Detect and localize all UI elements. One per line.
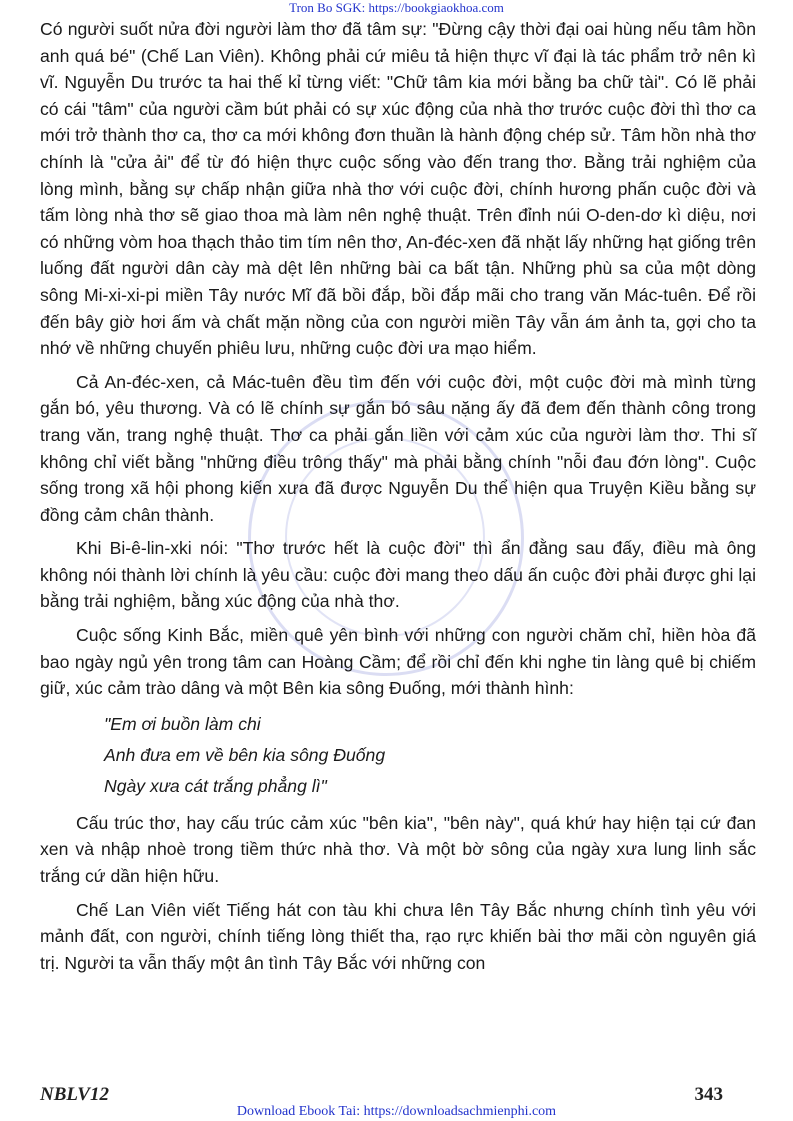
paragraph-3: Khi Bi-ê-lin-xki nói: "Thơ trước hết là cuộc đời" thì ẩn đằng sau đấy, điều mà ông không nói thành lời chính là yêu cầu: cuộc đời mang theo dấu ấn cuộc đời phải được ghi lại bằng trải nghiệm, bằng xúc động của nhà thơ. — [40, 538, 756, 612]
paragraph-4: Cuộc sống Kinh Bắc, miền quê yên bình với những con người chăm chỉ, hiền hòa đã bao ngày ngủ yên trong tâm can Hoàng Cầm; để rồi chỉ đến khi nghe tin làng quê bị chiếm giữ, xúc cảm trào dâng và một Bên kia sông Đuống, mới thành hình: — [40, 625, 756, 699]
page-number: 343 — [694, 1084, 723, 1105]
paragraph-2: Cả An-đéc-xen, cả Mác-tuên đều tìm đến với cuộc đời, một cuộc đời mà mình từng gắn bó, yêu thương. Và có lẽ chính sự gắn bó sâu nặng ấy đã đem đến thành công trong trang văn, trang nghệ thuật. Thơ ca phải gắn liền với cảm xúc của người làm thơ. Thi sĩ không chỉ viết bằng "những điều trông thấy" mà phải bằng chính "nỗi đau đớn lòng". Cuộc sống trong xã hội phong kiến xưa đã được Nguyễn Du thể hiện qua Truyện Kiều bằng sự đồng cảm chân thành. — [40, 371, 756, 525]
paragraph-1: Có người suốt nửa đời người làm thơ đã tâm sự: "Đừng cậy thời đại oai hùng nếu tâm hồn anh quá bé" (Chế Lan Viên). Không phải cứ miêu tả hiện thực vĩ đại là tác phẩm trở nên kì vĩ. Nguyễn Du trước ta hai thế kỉ từng viết: "Chữ tâm kia mới bằng ba chữ tài". Có lẽ phải có cái "tâm" của người cầm bút phải có sự xúc động của nhà thơ trước cuộc đời thì thơ ca mới trở thành thơ ca, thơ ca mới không đơn thuần là hành động chép sử. Tâm hồn nhà thơ chính là "cửa ải" để từ đó hiện thực cuộc sống vào đến trang thơ. Bằng trải nghiệm của lòng mình, bằng sự chấp nhận giữa nhà thơ với cuộc đời, chính hương phấn cuộc đời và tấm lòng nhà thơ sẽ giao thoa mà làm nên nghệ thuật. Trên đỉnh núi O-den-dơ kì diệu, nơi có những vòm hoa thạch thảo tim tím nên thơ, An-đéc-xen đã nhặt lấy những hạt giống trên luống đất người dân cày mà dệt lên những bài ca bất tận. Những phù sa của một dòng sông Mi-xi-xi-pi miền Tây nước Mĩ đã bồi đắp, bồi đắp mãi cho trang văn Mác-tuên. Để rồi đến bây giờ hơi ấm và chất mặn nồng của con người miền Tây vẫn ám ảnh ta, gợi cho ta nhớ về những chuyến phiêu lưu, những cuộc đời ưa mạo hiểm. — [40, 19, 756, 359]
poem-line: "Em ơi buồn làm chi — [104, 713, 261, 734]
poem-quote — [104, 709, 756, 802]
download-link[interactable]: Download Ebook Tai: https://downloadsachmienphi.com — [236, 1104, 557, 1119]
source-link[interactable]: Tron Bo SGK: https://bookgiaokhoa.com — [289, 0, 504, 15]
poem-line: Anh đưa em về bên kia sông Đuống — [104, 744, 386, 765]
poem-line: Ngày xưa cát trắng phẳng lì" — [104, 775, 327, 796]
paragraph-6: Chế Lan Viên viết Tiếng hát con tàu khi chưa lên Tây Bắc nhưng chính tình yêu với mảnh đất, con người, chính tiếng lòng thiết tha, rạo rực khiến bài thơ mãi còn nguyên giá trị. Người ta vẫn thấy một ân tình Tây Bắc với những con — [40, 899, 756, 973]
paragraph-5: Cấu trúc thơ, hay cấu trúc cảm xúc "bên kia", "bên này", quá khứ hay hiện tại cứ đan xen và nhập nhoè trong tiềm thức nhà thơ. Và một bờ sông của ngày xưa lung linh sắc trắng cứ dần hiện hữu. — [40, 812, 756, 887]
page-body — [40, 16, 756, 983]
book-code: NBLV12 — [40, 1084, 109, 1105]
